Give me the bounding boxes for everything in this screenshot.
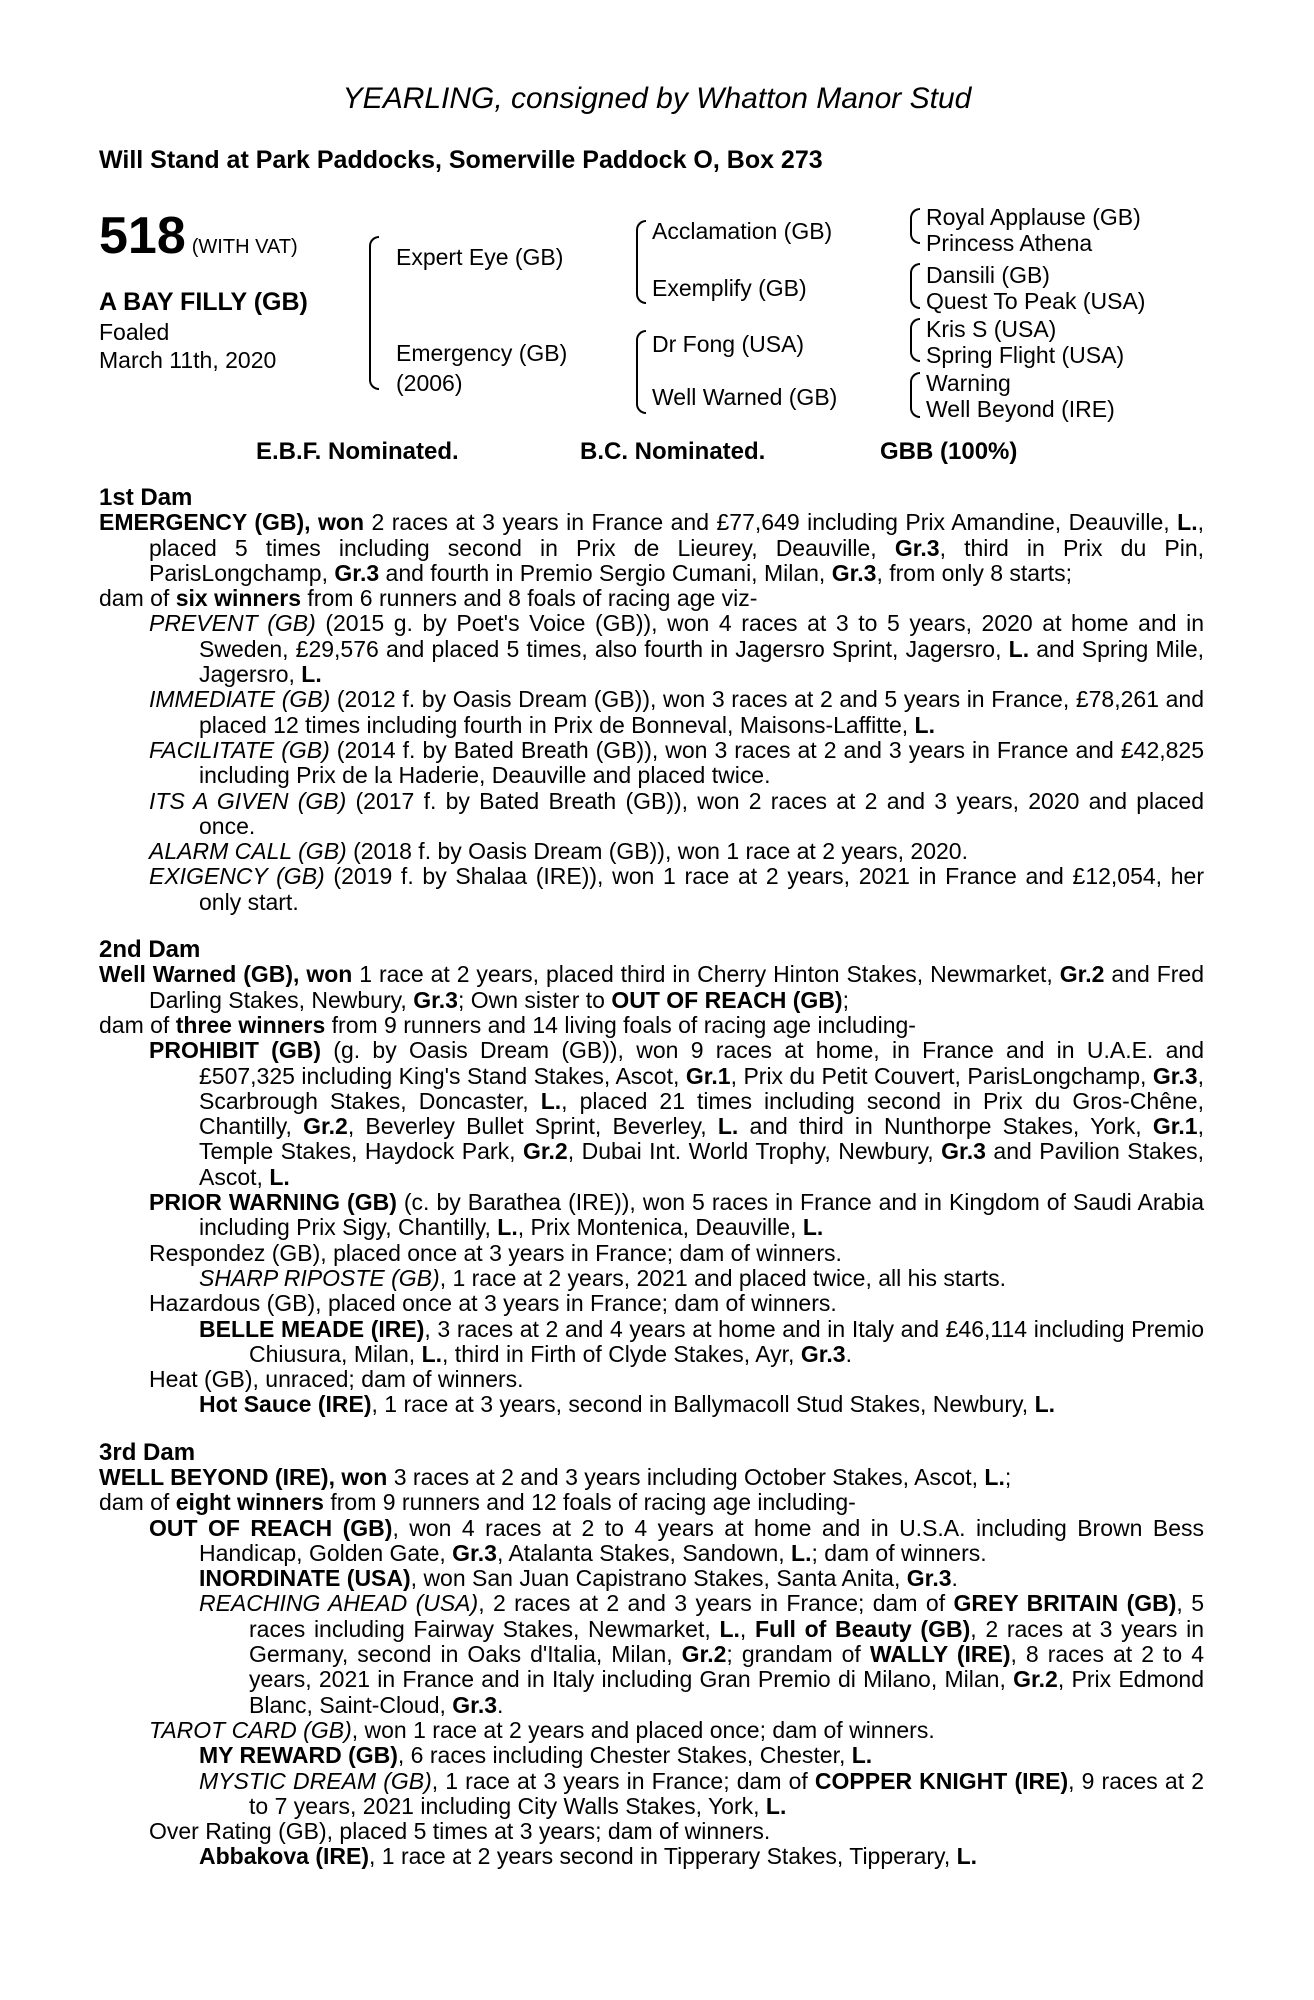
dam3-paragraph: dam of eight winners from 9 runners and 12 foals of racing age including- [99, 1489, 856, 1516]
produce-entry: PROHIBIT (GB) (g. by Oasis Dream (GB)), won 9 races at home, in France and in U.A.E. and £507,325 including King's Stand Stakes, Ascot, Gr.1, Prix du Petit Couvert, ParisLongchamp, Gr.3, Scarbrough Stakes, Doncaster, L., placed 21 times including second in Prix du Gros-Chêne, Chantilly, Gr.2, Beverley Bullet Sprint, Beverley, L. and third in Nunthorpe Stakes, York, Gr.1, Temple Stakes, Haydock Park, Gr.2, Dubai Int. World Trophy, Newbury, Gr.3 and Pavilion Stakes, Ascot, L. [149, 1037, 1204, 1190]
pedigree-brace-g3 [910, 318, 920, 362]
pedigree-brace-g1 [910, 208, 920, 244]
produce-entry: PRIOR WARNING (GB) (c. by Barathea (IRE)), won 5 races in France and in Kingdom of Saudi Arabia including Prix Sigy, Chantilly, L., Prix Montenica, Deauville, L. [149, 1189, 1204, 1241]
produce-entry: FACILITATE (GB) (2014 f. by Bated Breath (GB)), won 3 races at 2 and 3 years in France and £42,825 including Prix de la Haderie, Deauville and placed twice. [149, 736, 1204, 789]
produce-entry: REACHING AHEAD (USA), 2 races at 2 and 3 years in France; dam of GREY BRITAIN (GB), 5 races including Fairway Stakes, Newmarket, L., Full of Beauty (GB), 2 races at 3 years in Germany, second in Oaks d'Italia, Milan, Gr.2; grandam of WALLY (IRE), 8 races at 2 to 4 years, 2021 in France and in Italy including Gran Premio di Milano, Milan, Gr.2, Prix Edmond Blanc, Saint-Cloud, Gr.3. [199, 1590, 1205, 1718]
produce-entry: BELLE MEADE (IRE), 3 races at 2 and 4 years at home and in Italy and £46,114 including Premio Chiusura, Milan, L., third in Firth of Clyde Stakes, Ayr, Gr.3. [199, 1315, 1205, 1367]
pedigree-brace-g2 [910, 263, 920, 309]
pedigree-g8: Well Beyond (IRE) [926, 396, 1115, 422]
produce-entry: Hazardous (GB), placed once at 3 years in France; dam of winners. [149, 1290, 837, 1317]
produce-entry: TAROT CARD (GB), won 1 race at 2 years and placed once; dam of winners. [149, 1716, 935, 1743]
pedigree-g2: Princess Athena [926, 230, 1093, 256]
lot-number: 518 [99, 207, 186, 265]
pedigree-sire-dam: Exemplify (GB) [652, 275, 807, 301]
produce-entry: MY REWARD (GB), 6 races including Chester Stakes, Chester, L. [199, 1742, 873, 1769]
produce-entry: SHARP RIPOSTE (GB), 1 race at 2 years, 2021 and placed twice, all his starts. [199, 1264, 1007, 1291]
dam2-heading: 2nd Dam [99, 936, 201, 964]
produce-entry: IMMEDIATE (GB) (2012 f. by Oasis Dream (GB)), won 3 races at 2 and 5 years in France, £78,261 and placed 12 times including fourth in Prix de Bonneval, Maisons-Laffitte, L. [149, 686, 1204, 738]
pedigree-sire-sire: Acclamation (GB) [652, 218, 833, 244]
pedigree-dam-dam: Well Warned (GB) [652, 384, 838, 410]
page-title: YEARLING, consigned by Whatton Manor Stud [342, 82, 972, 115]
family-details [99, 485, 1204, 1870]
gbb-rating: GBB (100%) [880, 438, 1018, 465]
foaled-label: Foaled [99, 319, 170, 345]
pedigree-g6: Spring Flight (USA) [926, 342, 1125, 368]
pedigree-g7: Warning [926, 370, 1011, 396]
produce-entry: MYSTIC DREAM (GB), 1 race at 3 years in France; dam of COPPER KNIGHT (IRE), 9 races at 2 to 7 years, 2021 including City Walls Stakes, York, L. [199, 1767, 1205, 1819]
pedigree-g3: Dansili (GB) [926, 262, 1050, 288]
produce-entry: EXIGENCY (GB) (2019 f. by Shalaa (IRE)), won 1 race at 2 years, 2021 in France and £12,054, her only start. [149, 863, 1204, 915]
pedigree-dam-sire: Dr Fong (USA) [652, 331, 805, 357]
pedigree-g1: Royal Applause (GB) [926, 204, 1141, 230]
dam3-paragraph: WELL BEYOND (IRE), won 3 races at 2 and 3 years including October Stakes, Ascot, L.; [99, 1463, 1012, 1490]
horse-description: A BAY FILLY (GB) [99, 288, 308, 316]
pedigree-g5: Kris S (USA) [926, 316, 1057, 342]
pedigree-sire: Expert Eye (GB) [396, 244, 564, 270]
foaled-info [99, 318, 276, 374]
section-gap [99, 1418, 1204, 1440]
pedigree-dam-year: (2006) [396, 370, 463, 396]
pedigree-brace-g4 [910, 372, 920, 418]
dam1-paragraph: dam of six winners from 6 runners and 8 foals of racing age viz- [99, 585, 758, 612]
pedigree-brace-sire [636, 220, 646, 304]
produce-entry: Abbakova (IRE), 1 race at 2 years second in Tipperary Stakes, Tipperary, L. [199, 1843, 978, 1870]
produce-entry: Heat (GB), unraced; dam of winners. [149, 1366, 524, 1393]
pedigree-brace-dam [636, 330, 646, 414]
dam1-heading: 1st Dam [99, 484, 193, 511]
dam2-paragraph: Well Warned (GB), won 1 race at 2 years, placed third in Cherry Hinton Stakes, Newmarket, Gr.2 and Fred Darling Stakes, Newbury, Gr.3; Own sister to OUT OF REACH (GB); [99, 961, 1204, 1013]
pedigree-brace-main [369, 236, 379, 390]
pedigree-g4: Quest To Peak (USA) [926, 288, 1146, 314]
stand-location: Will Stand at Park Paddocks, Somerville Paddock O, Box 273 [99, 146, 823, 174]
foaled-date: March 11th, 2020 [99, 347, 277, 373]
dam1-paragraph: EMERGENCY (GB), won 2 races at 3 years in France and £77,649 including Prix Amandine, Deauville, L., placed 5 times including second in Prix de Lieurey, Deauville, Gr.3, third in Prix du Pin, ParisLongchamp, Gr.3 and fourth in Premio Sergio Cumani, Milan, Gr.3, from only 8 starts; [99, 509, 1204, 586]
section-gap [99, 915, 1204, 937]
pedigree-dam: Emergency (GB) [396, 340, 568, 366]
produce-entry: ALARM CALL (GB) (2018 f. by Oasis Dream (GB)), won 1 race at 2 years, 2020. [149, 838, 968, 865]
produce-entry: OUT OF REACH (GB), won 4 races at 2 to 4 years at home and in U.S.A. including Brown Bess Handicap, Golden Gate, Gr.3, Atalanta Stakes, Sandown, L.; dam of winners. [149, 1514, 1204, 1566]
dam2-paragraph: dam of three winners from 9 runners and 14 living foals of racing age including- [99, 1011, 916, 1038]
bc-nomination: B.C. Nominated. [580, 438, 766, 465]
ebf-nomination: E.B.F. Nominated. [256, 438, 459, 465]
produce-entry: INORDINATE (USA), won San Juan Capistrano Stakes, Santa Anita, Gr.3. [199, 1565, 958, 1592]
produce-entry: Respondez (GB), placed once at 3 years in France; dam of winners. [149, 1239, 842, 1266]
produce-entry: ITS A GIVEN (GB) (2017 f. by Bated Breath (GB)), won 2 races at 2 and 3 years, 2020 and placed once. [149, 787, 1205, 839]
produce-entry: PREVENT (GB) (2015 g. by Poet's Voice (GB)), won 4 races at 3 to 5 years, 2020 at home and in Sweden, £29,576 and placed 5 times, also fourth in Jagersro Sprint, Jagersro, L. and Spring Mile, Jagersro, L. [149, 610, 1205, 688]
dam3-heading: 3rd Dam [99, 1438, 196, 1466]
vat-label: (WITH VAT) [191, 236, 298, 258]
produce-entry: Hot Sauce (IRE), 1 race at 3 years, second in Ballymacoll Stud Stakes, Newbury, L. [199, 1391, 1056, 1418]
lot-number-block [99, 206, 298, 266]
produce-entry: Over Rating (GB), placed 5 times at 3 years; dam of winners. [149, 1818, 771, 1845]
